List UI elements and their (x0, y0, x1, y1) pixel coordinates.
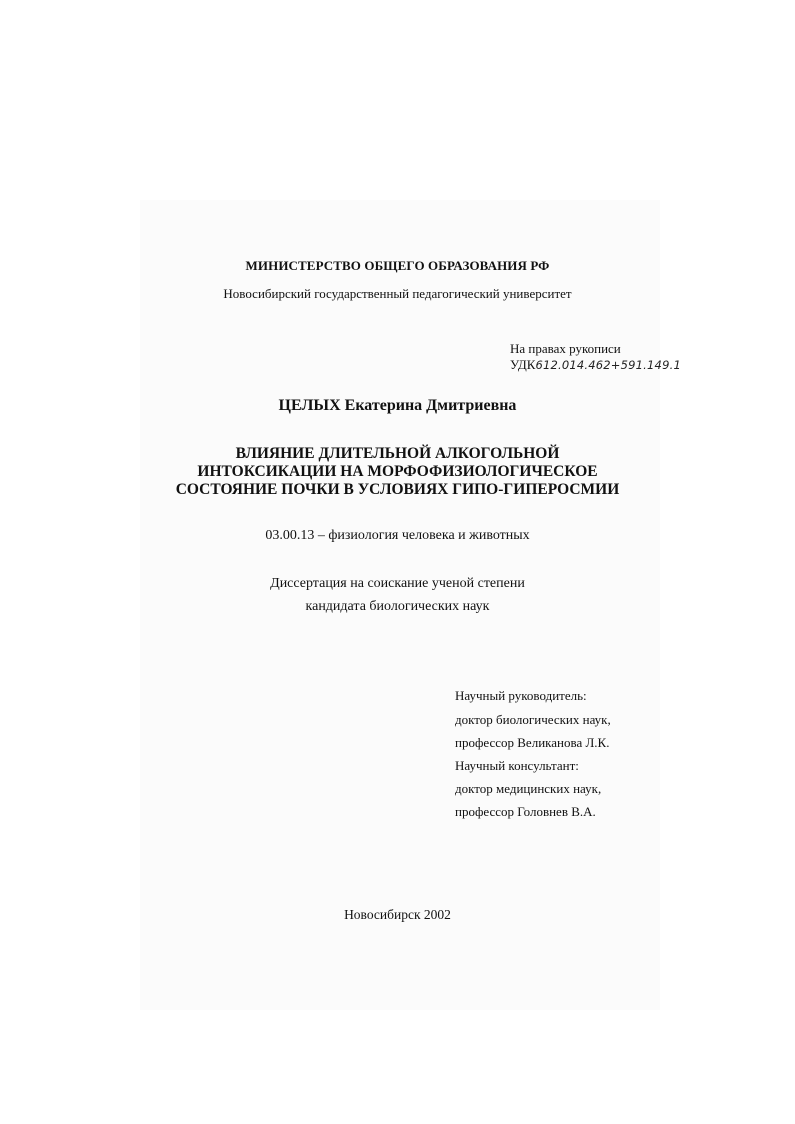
dissertation-title-line-2: ИНТОКСИКАЦИИ НА МОРФОФИЗИОЛОГИЧЕСКОЕ (197, 463, 598, 480)
specialty-code: 03.00.13 – физиология человека и животных (265, 528, 530, 543)
udk-classification (510, 357, 681, 373)
advisor-degree: доктор биологических наук, (455, 712, 611, 727)
advisor-role: Научный руководитель: (455, 688, 587, 703)
dissertation-title-line-1: ВЛИЯНИЕ ДЛИТЕЛЬНОЙ АЛКОГОЛЬНОЙ (235, 445, 560, 462)
city-year: Новосибирск 2002 (344, 907, 451, 922)
udk-code-handwritten: 612.014.462+591.149.1 (535, 358, 681, 372)
degree-line-1: Диссертация на соискание ученой степени (270, 576, 525, 591)
consultant-role: Научный консультант: (455, 758, 579, 773)
manuscript-rights-note: На правах рукописи (510, 341, 621, 356)
dissertation-title-line-3: СОСТОЯНИЕ ПОЧКИ В УСЛОВИЯХ ГИПО-ГИПЕРОСМИИ (175, 481, 620, 498)
author-name: ЦЕЛЫХ Екатерина Дмитриевна (278, 397, 517, 414)
udk-label: УДК (510, 357, 536, 372)
degree-line-2: кандидата биологических наук (305, 599, 490, 614)
advisor-name: профессор Великанова Л.К. (455, 735, 610, 750)
consultant-name: профессор Головнев В.А. (455, 804, 596, 819)
consultant-degree: доктор медицинских наук, (455, 781, 602, 796)
university-name: Новосибирский государственный педагогический университет (223, 286, 572, 301)
ministry-heading: МИНИСТЕРСТВО ОБЩЕГО ОБРАЗОВАНИЯ РФ (245, 258, 550, 273)
